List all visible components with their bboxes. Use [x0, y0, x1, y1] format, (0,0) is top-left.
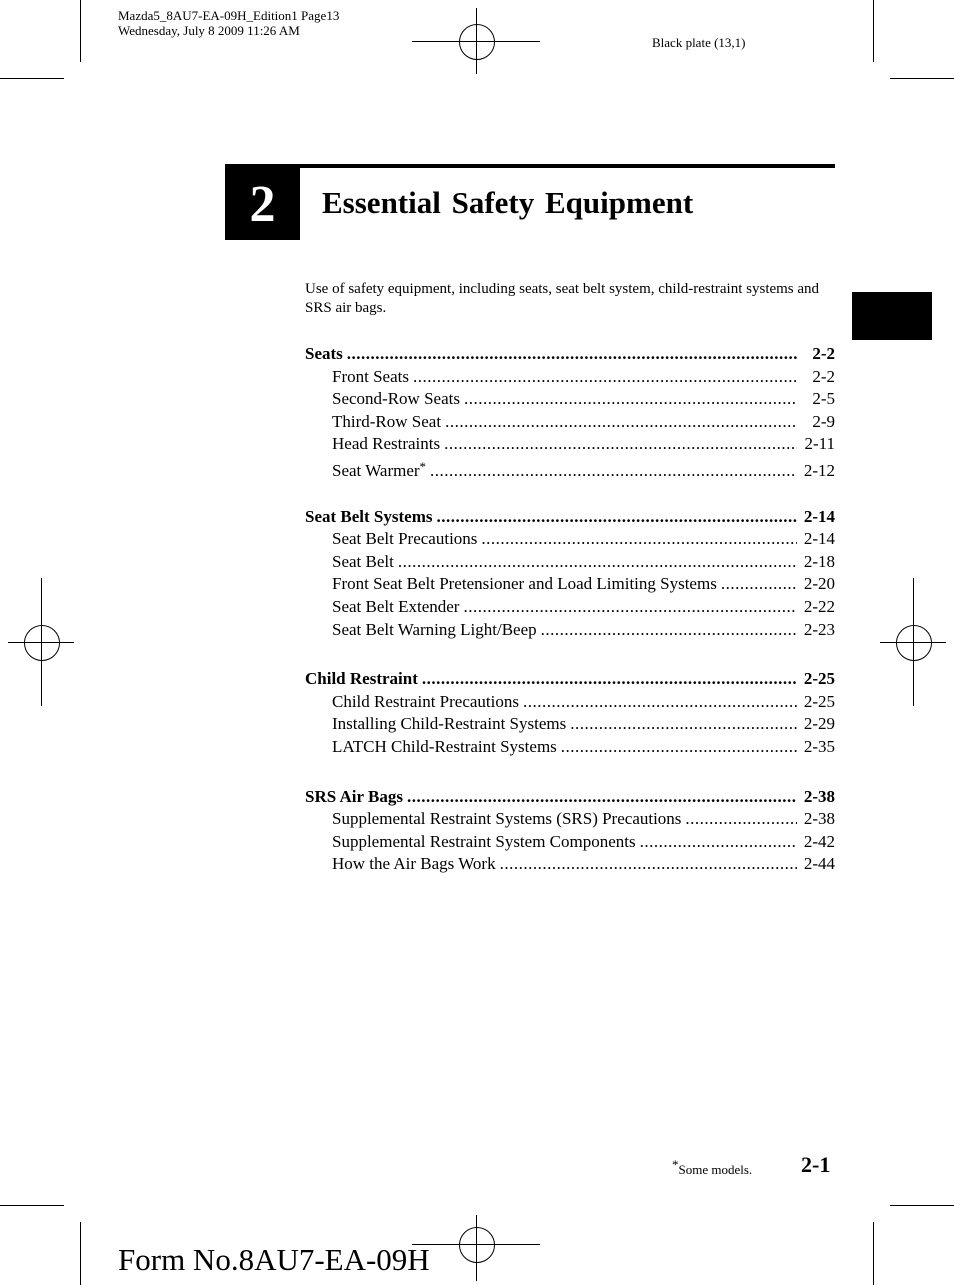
toc-section-heading[interactable]: [305, 786, 835, 809]
footnote-text: Some models.: [678, 1162, 753, 1177]
toc-section-heading[interactable]: [305, 668, 835, 691]
toc-entry-label: Seat Warmer: [332, 460, 420, 480]
asterisk-icon: *: [672, 1157, 679, 1172]
toc-leader-dots: [445, 411, 797, 434]
registration-mark: [459, 24, 495, 60]
toc-entry[interactable]: [305, 713, 835, 736]
crop-mark: [890, 78, 954, 79]
print-header-date: Wednesday, July 8 2009 11:26 AM: [118, 23, 300, 38]
toc-section-heading[interactable]: [305, 343, 835, 366]
toc-page-number: 2-2: [812, 366, 835, 386]
table-of-contents: [305, 343, 835, 903]
toc-leader-dots: [500, 853, 797, 876]
toc-leader-dots: [436, 506, 797, 529]
form-number: Form No.8AU7-EA-09H: [118, 1242, 430, 1277]
toc-leader-dots: [721, 573, 797, 596]
toc-page-number: 2-9: [812, 411, 835, 431]
toc-section-heading[interactable]: [305, 506, 835, 529]
toc-page-number: 2-44: [803, 854, 835, 874]
toc-entry[interactable]: [305, 366, 835, 389]
toc-entry-label: Seat Belt Extender: [332, 596, 460, 616]
toc-entry[interactable]: [305, 433, 835, 456]
toc-page-number: 2-29: [803, 714, 835, 734]
toc-entry[interactable]: [305, 388, 835, 411]
chapter-number: 2: [249, 175, 276, 233]
toc-page-number: 2-20: [803, 574, 835, 594]
toc-entry-label: Front Seats: [332, 366, 409, 386]
toc-section-srs-air-bags: [305, 786, 835, 876]
toc-leader-dots: [685, 808, 797, 831]
toc-leader-dots: [640, 831, 797, 854]
print-header: [118, 8, 339, 38]
toc-section-seats: [305, 343, 835, 479]
toc-leader-dots: [464, 388, 797, 411]
toc-entry[interactable]: [305, 573, 835, 596]
toc-leader-dots: [463, 596, 797, 619]
toc-leader-dots: [444, 433, 797, 456]
toc-section-seat-belt-systems: [305, 506, 835, 642]
crop-mark: [873, 0, 874, 62]
toc-entry[interactable]: [305, 551, 835, 574]
crop-mark: [0, 78, 64, 79]
chapter-number-box: [225, 168, 300, 240]
toc-page-number: 2-2: [812, 344, 835, 363]
toc-section-title: SRS Air Bags: [305, 786, 403, 806]
toc-entry-label: Child Restraint Precautions: [332, 691, 519, 711]
toc-page-number: 2-12: [803, 460, 835, 480]
crop-mark: [80, 1222, 81, 1285]
toc-entry[interactable]: [305, 411, 835, 434]
toc-section-title: Seats: [305, 344, 343, 363]
page-number: 2-1: [801, 1152, 831, 1177]
registration-mark: [459, 1227, 495, 1263]
toc-entry-label: Supplemental Restraint Systems (SRS) Precautions: [332, 809, 682, 829]
toc-entry-label-wrap: [332, 456, 426, 483]
toc-section-title: Child Restraint: [305, 669, 418, 689]
toc-page-number: 2-38: [803, 786, 835, 806]
toc-entry[interactable]: [305, 528, 835, 551]
toc-page-number: 2-35: [803, 736, 835, 756]
toc-leader-dots: [413, 366, 797, 389]
toc-entry-label: Seat Belt Warning Light/Beep: [332, 619, 537, 639]
toc-page-number: 2-22: [803, 596, 835, 616]
toc-leader-dots: [398, 551, 797, 574]
toc-page-number: 2-11: [804, 434, 835, 454]
toc-entry[interactable]: [305, 736, 835, 759]
toc-entry[interactable]: [305, 691, 835, 714]
toc-entry-label: Seat Belt Precautions: [332, 529, 478, 549]
registration-mark: [896, 625, 932, 661]
crop-mark: [80, 0, 81, 62]
toc-section-child-restraint: [305, 668, 835, 758]
asterisk-icon: *: [419, 458, 427, 474]
toc-entry[interactable]: [305, 808, 835, 831]
chapter-thumb-tab: [852, 292, 932, 340]
toc-leader-dots: [422, 668, 797, 691]
toc-entry[interactable]: [305, 596, 835, 619]
toc-entry-label: LATCH Child-Restraint Systems: [332, 736, 557, 756]
chapter-title: Essential Safety Equipment: [322, 185, 694, 220]
chapter-rule: [225, 164, 835, 168]
footnote: [672, 1157, 752, 1178]
toc-entry[interactable]: [305, 619, 835, 642]
toc-page-number: 2-18: [803, 551, 835, 571]
crop-mark: [873, 1222, 874, 1285]
crop-mark: [0, 1205, 64, 1206]
toc-leader-dots: [570, 713, 797, 736]
toc-leader-dots: [523, 691, 797, 714]
toc-leader-dots: [347, 343, 797, 366]
chapter-intro: Use of safety equipment, including seats, seat belt system, child-restraint systems and SRS air bags.: [305, 281, 820, 316]
toc-entry-label: Third-Row Seat: [332, 411, 442, 431]
toc-entry-label: Installing Child-Restraint Systems: [332, 714, 567, 734]
crop-mark: [890, 1205, 954, 1206]
toc-page-number: 2-25: [803, 691, 835, 711]
toc-page-number: 2-23: [803, 619, 835, 639]
toc-leader-dots: [407, 786, 797, 809]
print-header-file: Mazda5_8AU7-EA-09H_Edition1 Page13: [118, 8, 340, 23]
toc-page-number: 2-5: [812, 389, 835, 409]
toc-page-number: 2-38: [803, 809, 835, 829]
toc-page-number: 2-14: [803, 529, 835, 549]
toc-section-title: Seat Belt Systems: [305, 506, 433, 526]
toc-page-number: 2-42: [803, 831, 835, 851]
toc-entry-label: Second-Row Seats: [332, 389, 460, 409]
toc-leader-dots: [481, 528, 797, 551]
toc-leader-dots: [430, 460, 797, 483]
toc-entry[interactable]: [305, 456, 835, 479]
toc-leader-dots: [541, 619, 797, 642]
toc-page-number: 2-25: [803, 669, 835, 689]
registration-mark: [24, 625, 60, 661]
toc-entry-label: How the Air Bags Work: [332, 854, 496, 874]
toc-entry-label: Supplemental Restraint System Components: [332, 831, 636, 851]
toc-leader-dots: [561, 736, 797, 759]
toc-entry-label: Seat Belt: [332, 551, 394, 571]
toc-page-number: 2-14: [803, 506, 835, 526]
toc-entry[interactable]: [305, 853, 835, 876]
toc-entry[interactable]: [305, 831, 835, 854]
print-plate-label: Black plate (13,1): [652, 35, 746, 50]
toc-entry-label: Head Restraints: [332, 434, 441, 454]
toc-entry-label: Front Seat Belt Pretensioner and Load Limiting Systems: [332, 574, 717, 594]
